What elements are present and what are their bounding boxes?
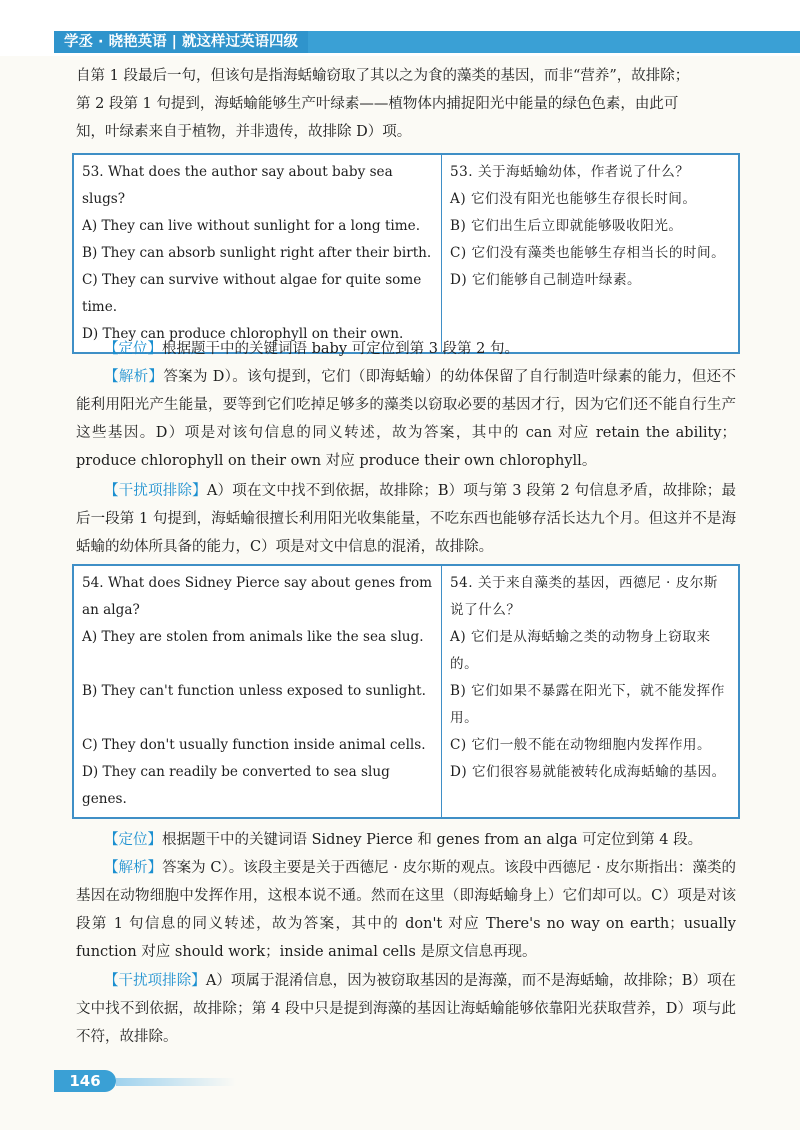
- option-54b-en: B) They can't function unless exposed to sunlight.: [82, 683, 426, 699]
- question-53-box: [72, 153, 740, 354]
- question-54-chinese: [442, 566, 738, 817]
- answer-53-locate-text: 根据题干中的关键词语 baby 可定位到第 3 段第 2 句。: [162, 341, 520, 357]
- page-header: [0, 0, 800, 56]
- option-53c-en: C) They can survive without algae for quite some time.: [82, 272, 422, 315]
- option-54a-zh: A) 它们是从海蛞蝓之类的动物身上窃取来的。: [450, 629, 711, 672]
- question-53-stem-en: 53. What does the author say about baby sea slugs?: [82, 164, 393, 207]
- option-54a-en: A) They are stolen from animals like the sea slug.: [82, 629, 424, 645]
- answer-53-analysis-text: 答案为 D）。该句提到，它们（即海蛞蝓）的幼体保留了自行制造叶绿素的能力，但还不能利用阳光产生能量，要等到它们吃掉足够多的藻类以窃取必要的基因才行，因为它们还不能自行生产这些基因。D）项是对该句信息的同义转述，故为答案，其中的 can 对应 retain the ability；produce chlorophyll on their own 对应 produce their own chlorophyll。: [76, 369, 737, 469]
- locate-tag: 【定位】: [104, 832, 162, 848]
- answer-53-distractor-text: A）项在文中找不到依据，故排除；B）项与第 3 段第 2 句信息矛盾，故排除；最后一段第 1 句提到，海蛞蝓很擅长利用阳光收集能量，不吃东西也能够存活长达九个月。但这并不是海蛞蝓的幼体所具备的能力，C）项是对文中信息的混淆，故排除。: [76, 483, 737, 555]
- option-54d-en: D) They can readily be converted to sea slug genes.: [82, 764, 390, 807]
- answer-54-analysis: [76, 854, 736, 966]
- series-title: 学丞 · 晓艳英语 | 就这样过英语四级: [54, 31, 308, 53]
- question-53-english: [74, 155, 442, 352]
- option-54c-zh: C) 它们一般不能在动物细胞内发挥作用。: [450, 737, 712, 753]
- answer-53-locate: [76, 335, 736, 363]
- distractor-tag: 【干扰项排除】: [104, 483, 207, 499]
- analysis-tag: 【解析】: [104, 369, 164, 385]
- answer-54-locate-text: 根据题干中的关键词语 Sidney Pierce 和 genes from an alga 可定位到第 4 段。: [162, 832, 703, 848]
- locate-tag: 【定位】: [104, 341, 162, 357]
- option-53a-zh: A) 它们没有阳光也能够生存很长时间。: [450, 191, 697, 207]
- option-53c-zh: C) 它们没有藻类也能够生存相当长的时间。: [450, 245, 726, 261]
- option-53d-en: D) They can produce chlorophyll on their own.: [82, 326, 404, 342]
- option-54d-zh: D) 它们很容易就能被转化成海蛞蝓的基因。: [450, 764, 726, 780]
- question-54-stem-zh: 54. 关于来自藻类的基因，西德尼 · 皮尔斯说了什么？: [450, 575, 718, 618]
- option-53d-zh: D) 它们能够自己制造叶绿素。: [450, 272, 642, 288]
- option-53b-en: B) They can absorb sunlight right after their birth.: [82, 245, 432, 261]
- page-number: 146: [54, 1070, 116, 1092]
- question-54-stem-en: 54. What does Sidney Pierce say about genes from an alga?: [82, 575, 433, 618]
- page-number-decoration: [116, 1078, 236, 1086]
- intro-line-3: 知，叶绿素来自于植物，并非遗传，故排除 D）项。: [76, 124, 412, 140]
- answer-54-locate: [76, 826, 736, 854]
- answer-53-analysis: [76, 363, 736, 475]
- distractor-tag: 【干扰项排除】: [104, 973, 206, 989]
- answer-54-analysis-text: 答案为 C）。该段主要是关于西德尼 · 皮尔斯的观点。该段中西德尼 · 皮尔斯指出：藻类的基因在动物细胞中发挥作用，这根本说不通。然而在这里（即海蛞蝓身上）它们却可以。C）项是对该段第 1 句信息的同义转述，故为答案，其中的 don't 对应 There's no way on earth；usually function 对应 should work；inside animal cells 是原文信息再现。: [76, 860, 736, 960]
- option-53a-en: A) They can live without sunlight for a long time.: [82, 218, 421, 234]
- question-53-chinese: [442, 155, 738, 352]
- analysis-tag: 【解析】: [104, 860, 163, 876]
- option-54c-en: C) They don't usually function inside animal cells.: [82, 737, 426, 753]
- answer-54-distractor-text: A）项属于混淆信息，因为被窃取基因的是海藻，而不是海蛞蝓，故排除；B）项在文中找不到依据，故排除；第 4 段中只是提到海藻的基因让海蛞蝓能够依靠阳光获取营养，D）项与此不符，故排除。: [76, 973, 736, 1045]
- option-54b-zh: B) 它们如果不暴露在阳光下，就不能发挥作用。: [450, 683, 725, 726]
- intro-line-2: 第 2 段第 1 句提到，海蛞蝓能够生产叶绿素——植物体内捕捉阳光中能量的绿色色素，由此可: [76, 96, 679, 112]
- answer-54-distractor: [76, 967, 736, 1051]
- option-53b-zh: B) 它们出生后立即就能够吸收阳光。: [450, 218, 683, 234]
- question-53-stem-zh: 53. 关于海蛞蝓幼体，作者说了什么？: [450, 164, 690, 180]
- intro-line-1: 自第 1 段最后一句，但该句是指海蛞蝓窃取了其以之为食的藻类的基因，而非“营养”，故排除；: [76, 68, 690, 84]
- answer-53-distractor: [76, 477, 736, 561]
- question-54-english: [74, 566, 442, 817]
- question-54-box: [72, 564, 740, 819]
